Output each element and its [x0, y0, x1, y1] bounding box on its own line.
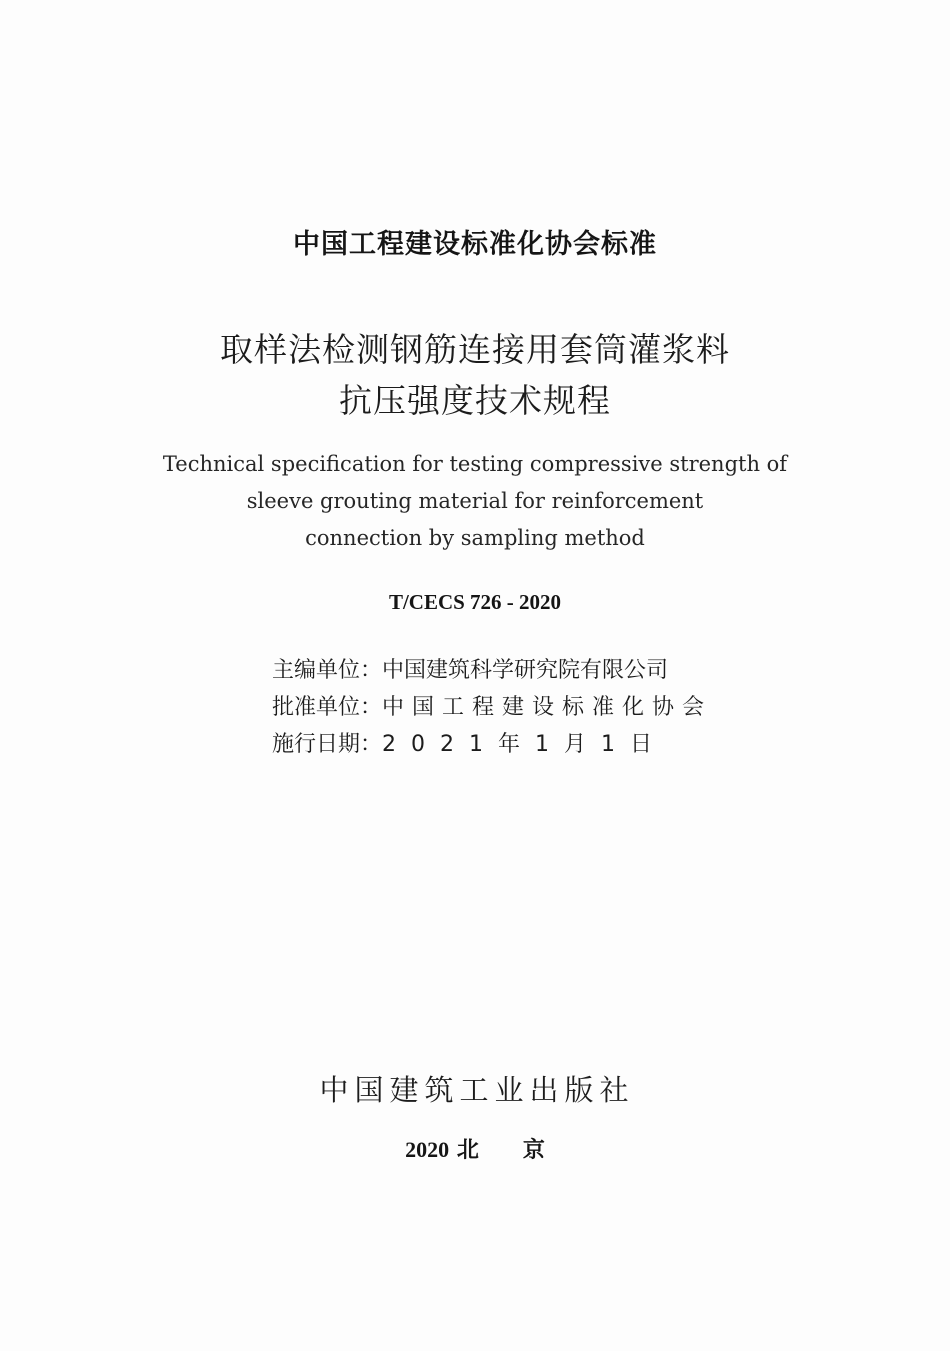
effective-date-value: 2 0 2 1 年 1 月 1 日: [382, 732, 656, 757]
editor-unit-label: 主编单位：: [272, 658, 383, 683]
english-title-line-1: Technical specification for testing compressive strength of: [162, 452, 788, 476]
chinese-title-line-2: 抗压强度技术规程: [339, 381, 611, 420]
standard-code: T/CECS 726 - 2020: [388, 590, 562, 614]
editor-unit-value: 中国建筑科学研究院有限公司: [382, 658, 669, 683]
chinese-title-line-1: 取样法检测钢筋连接用套筒灌浆料: [220, 330, 730, 369]
approver-unit-value: 中国工程建设标准化协会: [382, 695, 713, 720]
organization-title: 中国工程建设标准化协会标准: [293, 229, 657, 260]
english-title-line-3: connection by sampling method: [305, 526, 645, 550]
effective-date-label: 施行日期：: [272, 732, 383, 757]
approver-unit-row: [272, 690, 712, 721]
publisher-name: 中国建筑工业出版社: [319, 1073, 635, 1107]
effective-date-row: [272, 727, 656, 758]
approver-unit-label: 批准单位：: [272, 695, 383, 720]
publication-year: 2020: [405, 1137, 450, 1162]
english-title-line-2: sleeve grouting material for reinforcement: [246, 489, 704, 513]
publication-line: [0, 1133, 950, 1164]
publication-city: 北 京: [456, 1138, 545, 1163]
editor-unit-row: [272, 653, 668, 684]
